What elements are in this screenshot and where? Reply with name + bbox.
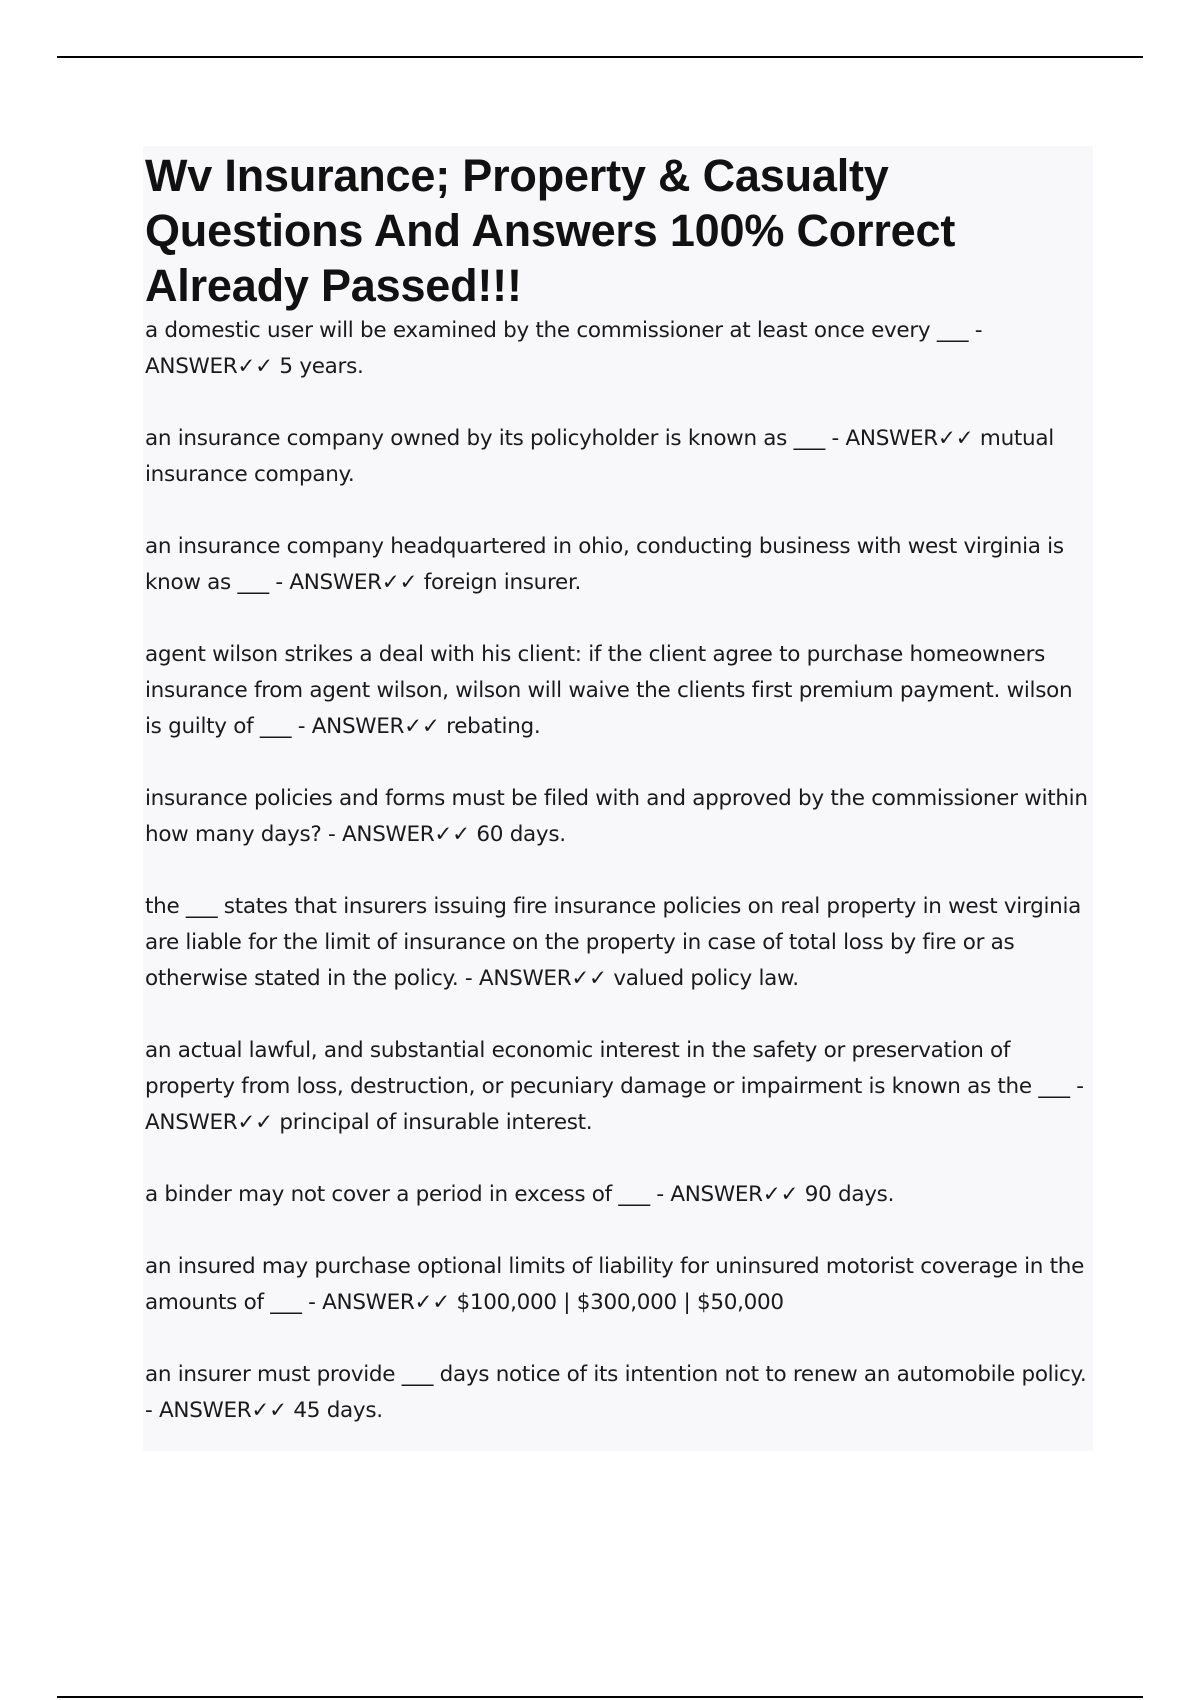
document-content [143, 146, 1093, 1451]
answer-text: rebating. [446, 714, 541, 739]
answer-text: 5 years. [279, 354, 364, 379]
qa-item [145, 1177, 1093, 1213]
qa-item [145, 1249, 1093, 1321]
question-text: a domestic user will be examined by the commissioner at least once every ___ - [145, 318, 983, 343]
qa-item [145, 1357, 1093, 1429]
qa-item [145, 781, 1093, 853]
question-text: an insured may purchase optional limits of liability for uninsured motorist coverage in the amounts of ___ - [145, 1254, 1085, 1315]
answer-text: 60 days. [476, 822, 566, 847]
qa-item [145, 1033, 1093, 1141]
answer-marker: ANSWER✓✓ [289, 570, 418, 595]
answer-marker: ANSWER✓✓ [145, 1110, 273, 1135]
answer-marker: ANSWER✓✓ [342, 822, 470, 847]
header-rule [57, 56, 1143, 58]
qa-item [145, 529, 1093, 601]
answer-marker: ANSWER✓✓ [670, 1182, 799, 1207]
answer-text: principal of insurable interest. [279, 1110, 593, 1135]
answer-text: foreign insurer. [423, 570, 582, 595]
footer-rule [57, 1696, 1143, 1698]
answer-text: 45 days. [293, 1398, 383, 1423]
answer-marker: ANSWER✓✓ [311, 714, 440, 739]
question-text: an insurance company headquartered in ohio, conducting business with west virginia is know as ___ - [145, 534, 1064, 595]
qa-item [145, 637, 1093, 745]
question-text: an insurance company owned by its policyholder is known as ___ - [145, 426, 839, 451]
answer-text: $100,000 | $300,000 | $50,000 [456, 1290, 784, 1315]
qa-item [145, 889, 1093, 997]
question-text: agent wilson strikes a deal with his client: if the client agree to purchase homeowners insurance from agent wilson, wilson will waive the clients first premium payment. wilson is guilty of ___ - [145, 642, 1073, 739]
document-title: Wv Insurance; Property & Casualty Questions And Answers 100% Correct Already Passed!!! [145, 150, 956, 311]
qa-list [145, 313, 1093, 1429]
question-text: the ___ states that insurers issuing fire insurance policies on real property in west virginia are liable for the limit of insurance on the property in case of total loss by fire or as otherwise stated in the policy. - [145, 894, 1082, 991]
question-text: insurance policies and forms must be filed with and approved by the commissioner within how many days? - [145, 786, 1088, 847]
answer-marker: ANSWER✓✓ [159, 1398, 287, 1423]
answer-marker: ANSWER✓✓ [478, 966, 607, 991]
question-text: a binder may not cover a period in excess of ___ - [145, 1182, 664, 1207]
answer-marker: ANSWER✓✓ [322, 1290, 450, 1315]
question-text: an insurer must provide ___ days notice of its intention not to renew an automobile policy. - [145, 1362, 1087, 1423]
answer-text: 90 days. [804, 1182, 895, 1207]
answer-text: valued policy law. [613, 966, 799, 991]
answer-marker: ANSWER✓✓ [145, 354, 273, 379]
answer-text: mutual insurance company. [145, 426, 1054, 487]
question-text: an actual lawful, and substantial economic interest in the safety or preservation of property from loss, destruction, or pecuniary damage or impairment is known as the ___ - [145, 1038, 1084, 1099]
qa-item [145, 313, 1093, 385]
qa-item [145, 421, 1093, 493]
answer-marker: ANSWER✓✓ [845, 426, 974, 451]
